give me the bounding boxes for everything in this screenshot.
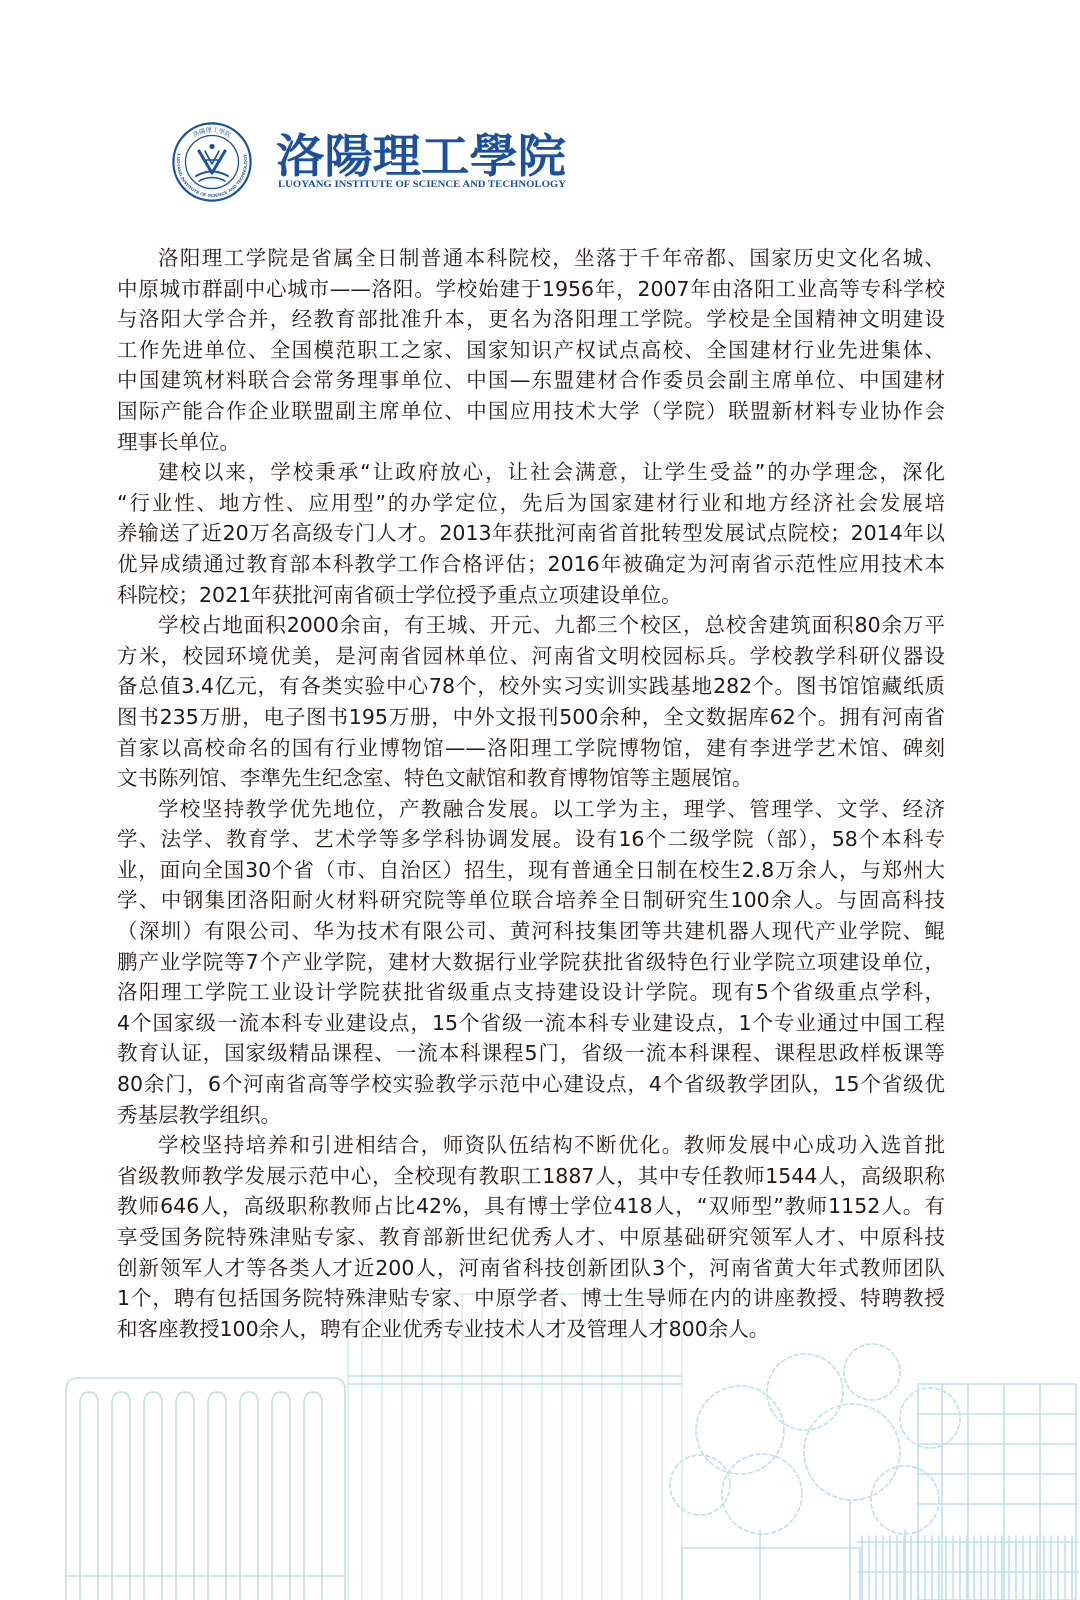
text-line: 文书陈列馆、李準先生纪念室、特色文献馆和教育博物馆等主题展馆。 — [117, 766, 753, 791]
text-line: 养输送了近20万名高级专门人才。2013年获批河南省首批转型发展试点院校；2014年以 — [117, 521, 945, 546]
institution-wordmark — [270, 118, 575, 196]
text-line: 学、中钢集团洛阳耐火材料研究院等单位联合培养全日制研究生100余人。与固高科技 — [117, 888, 945, 913]
paragraph — [117, 457, 945, 610]
seal-text-top — [192, 126, 234, 140]
left-building-panel — [80, 1392, 98, 1600]
seal-inner-ring — [186, 136, 239, 189]
tree-canopy — [722, 1454, 802, 1534]
seal-logo — [172, 122, 252, 202]
text-line: 备总值3.4亿元，有各类实验中心78个，校外实习实训实践基地282个。图书馆馆藏纸质 — [117, 674, 945, 699]
text-line: “行业性、地方性、应用型”的办学定位，先后为国家建材行业和地方经济社会发展培 — [117, 490, 945, 515]
text-line: 业，面向全国30个省（市、自治区）招生，现有普通全日制在校生2.8万余人，与郑州大 — [117, 857, 945, 882]
tree-canopy — [670, 1455, 730, 1515]
text-line: 方米，校园环境优美，是河南省园林单位、河南省文明校园标兵。学校教学科研仪器设 — [117, 643, 945, 668]
text-line: 创新领军人才等各类人才近200人，河南省科技创新团队3个，河南省黄大年式教师团队 — [117, 1255, 945, 1280]
seal-text-bottom-path: LUOYANG INSTITUTE OF SCIENCE AND TECHNOLOGY — [175, 153, 249, 198]
tree-canopy — [804, 1404, 900, 1500]
paragraph — [117, 1130, 945, 1344]
tree-canopy — [767, 1354, 843, 1430]
left-building-panel — [208, 1392, 226, 1600]
left-building-panel — [304, 1392, 322, 1600]
text-line: 工作先进单位、全国模范职工之家、国家知识产权试点高校、全国建材行业先进集体、 — [117, 337, 945, 362]
text-line: 优异成绩通过教育部本科教学工作合格评估；2016年被确定为河南省示范性应用技术本 — [117, 551, 945, 576]
text-line: 洛阳理工学院工业设计学院获批省级重点支持建设设计学院。现有5个省级重点学科， — [117, 980, 945, 1005]
institution-name-zh: 洛陽理工學院 — [276, 131, 566, 182]
tree-canopy — [871, 1466, 939, 1534]
text-line: 科院校；2021年获批河南省硕士学位授予重点立项建设单位。 — [117, 582, 682, 607]
text-line: 80余门，6个河南省高等学校实验教学示范中心建设点，4个省级教学团队，15个省级优 — [117, 1072, 945, 1097]
right-building — [918, 1384, 1076, 1600]
text-line: 理事长单位。 — [117, 429, 240, 454]
text-line: 秀基层教学组织。 — [117, 1102, 281, 1127]
text-line: 鹏产业学院等7个产业学院，建材大数据行业学院获批省级特色行业学院立项建设单位， — [117, 949, 945, 974]
paragraph — [117, 610, 945, 794]
tree-canopy — [900, 1388, 960, 1448]
text-line: 教育认证，国家级精品课程、一流本科课程5门，省级一流本科课程、课程思政样板课等 — [117, 1041, 945, 1066]
left-building — [66, 1378, 345, 1600]
tree-canopy — [844, 1344, 900, 1400]
text-line: 学校坚持培养和引进相结合，师资队伍结构不断优化。教师发展中心成功入选首批 — [158, 1133, 945, 1158]
paragraph — [117, 243, 945, 457]
left-building-panel — [112, 1392, 130, 1600]
institution-name-en: LUOYANG INSTITUTE OF SCIENCE AND TECHNOLOGY — [278, 179, 567, 190]
text-line: 省级教师教学发展示范中心，全校现有教职工1887人，其中专任教师1544人，高级职称 — [117, 1163, 945, 1188]
text-line: 中国建筑材料联合会常务理事单位、中国—东盟建材合作委员会副主席单位、中国建材 — [117, 368, 945, 393]
left-building-panel — [176, 1392, 194, 1600]
left-building-outline — [66, 1378, 345, 1600]
text-line: 国际产能合作企业联盟副主席单位、中国应用技术大学（学院）联盟新材料专业协作会 — [117, 398, 945, 423]
text-line: 洛阳理工学院是省属全日制普通本科院校，坐落于千年帝都、国家历史文化名城、 — [158, 246, 945, 270]
seal-text-top-path: 洛陽理工學院 — [192, 126, 232, 140]
text-line: 中原城市群副中心城市——洛阳。学校始建于1956年，2007年由洛阳工业高等专科学校 — [117, 276, 945, 301]
trees — [670, 1344, 960, 1600]
left-building-panel — [144, 1392, 162, 1600]
text-line: 和客座教授100余人，聘有企业优秀专业技术人才及管理人才800余人。 — [117, 1316, 770, 1341]
text-line: 教师646人，高级职称教师占比42%，具有博士学位418人，“双师型”教师1152人。有 — [117, 1194, 945, 1219]
text-line: 与洛阳大学合并，经教育部批准升本，更名为洛阳理工学院。学校是全国精神文明建设 — [117, 307, 945, 332]
text-line: 图书235万册，电子图书195万册，中外文报刊500余种，全文数据库62个。拥有河南省 — [117, 704, 945, 729]
left-building-panel — [272, 1392, 290, 1600]
text-line: 建校以来，学校秉承“让政府放心，让社会满意，让学生受益”的办学理念，深化 — [158, 460, 945, 485]
seal-emblem-icon — [196, 144, 228, 181]
text-line: 学校占地面积2000余亩，有王城、开元、九都三个校区，总校舍建筑面积80余万平 — [158, 613, 945, 638]
text-line: 学校坚持教学优先地位，产教融合发展。以工学为主，理学、管理学、文学、经济 — [158, 796, 945, 821]
front-gate-wall — [682, 1548, 860, 1600]
text-line: 首家以高校命名的国有行业博物馆——洛阳理工学院博物馆，建有李进学艺术馆、碑刻 — [117, 735, 945, 760]
paragraph — [117, 794, 945, 1131]
left-building-panel — [240, 1392, 258, 1600]
text-line: （深圳）有限公司、华为技术有限公司、黄河科技集团等共建机器人现代产业学院、鲲 — [117, 919, 945, 944]
text-line: 享受国务院特殊津贴专家、教育部新世纪优秀人才、中原基础研究领军人才、中原科技 — [117, 1225, 945, 1249]
introduction-text — [117, 243, 945, 1344]
text-line: 学、法学、教育学、艺术学等多学科协调发展。设有16个二级学院（部），58个本科专 — [117, 827, 945, 852]
text-line: 1个，聘有包括国务院特殊津贴专家、中原学者、博士生导师在内的讲座教授、特聘教授 — [117, 1286, 945, 1311]
text-line: 4个国家级一流本科专业建设点，15个省级一流本科专业建设点，1个专业通过中国工程 — [117, 1010, 945, 1035]
